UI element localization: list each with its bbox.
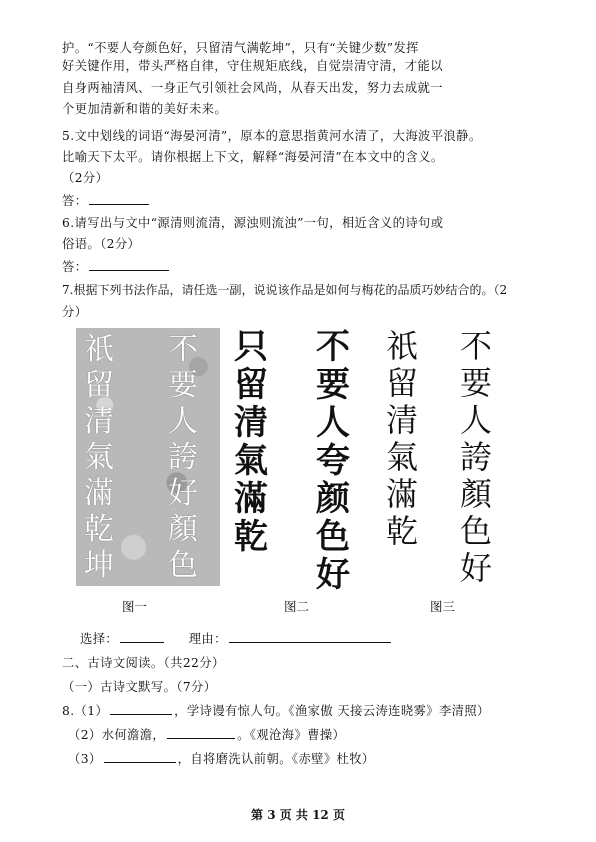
q6-answer-blank[interactable] bbox=[89, 258, 169, 271]
intro-line-4: 个更加清新和谐的美好未来。 bbox=[62, 102, 228, 116]
page-number: 第 3 页 共 12 页 bbox=[251, 808, 345, 822]
q5-answer-label: 答： bbox=[62, 194, 88, 208]
q7-line-2: 分） bbox=[62, 305, 88, 319]
select-blank[interactable] bbox=[120, 630, 164, 643]
intro-line-3: 自身两袖清风、一身正气引领社会风尚，从春天出发，努力去成就一 bbox=[62, 81, 443, 95]
section-2-sub-1: （一）古诗文默写。（7分） bbox=[62, 680, 217, 694]
q7-line-1: 7.根据下列书法作品，请任选一副，说说该作品是如何与梅花的品质巧妙结合的。（2 bbox=[62, 283, 508, 297]
intro-line-1: 护。“不要人夸颜色好，只留清气满乾坤”，只有“关键少数”发挥 bbox=[62, 41, 419, 55]
q5-answer-blank[interactable] bbox=[89, 192, 149, 205]
q8-item-3-blank[interactable] bbox=[104, 750, 176, 763]
q8-item-2: （2）水何澹澹， 。《观沧海》曹操） bbox=[68, 728, 346, 742]
section-2-title: 二、古诗文阅读。（共22分） bbox=[62, 656, 225, 670]
fig2-column-left: 只 留 清 氣 滿 乾 bbox=[234, 327, 268, 557]
reason-blank[interactable] bbox=[229, 630, 391, 643]
caption-figure-1: 图一 bbox=[122, 599, 148, 614]
calligraphy-figure-2 bbox=[228, 327, 374, 595]
caption-figure-2: 图二 bbox=[284, 599, 310, 614]
choice-row bbox=[80, 630, 393, 647]
fig3-column-left: 祇 留 清 氣 滿 乾 bbox=[386, 327, 419, 550]
q5-line-1: 5.文中划线的词语“海晏河清”，原本的意思指黄河水清了，大海波平浪静。 bbox=[62, 129, 482, 143]
reason-label: 理由： bbox=[188, 632, 227, 646]
caption-figure-3: 图三 bbox=[430, 599, 456, 614]
select-label: 选择： bbox=[80, 632, 119, 646]
q6-answer bbox=[62, 258, 171, 275]
q8-item-1: 8.（1） ，学诗谩有惊人句。《渔家傲 天接云涛连晓雾》李清照） bbox=[62, 704, 490, 718]
q5-line-2: 比喻天下太平。请你根据上下文，解释“海晏河清”在本文中的含义。 bbox=[62, 150, 444, 164]
calligraphy-figure-1 bbox=[76, 328, 220, 586]
q5-score: （2分） bbox=[62, 171, 109, 185]
fig2-column-right: 不 要 人 夸 颜 色 好 bbox=[316, 327, 350, 595]
q8-item-3: （3） ，自将磨洗认前朝。《赤壁》杜牧） bbox=[68, 752, 375, 766]
q6-line-1: 6.请写出与文中“源清则流清，源浊则流浊”一句，相近含义的诗句或 bbox=[62, 216, 444, 230]
q8-item-1-blank[interactable] bbox=[110, 702, 172, 715]
intro-line-2: 好关键作用，带头严格自律，守住规矩底线，自觉崇清守清，才能以 bbox=[62, 59, 443, 73]
calligraphy-figure-3 bbox=[382, 328, 522, 586]
q5-answer bbox=[62, 192, 151, 209]
q6-answer-label: 答： bbox=[62, 260, 88, 274]
fig1-column-right: 不 要 人 誇 好 顏 色 bbox=[168, 332, 198, 583]
q6-line-2: 俗语。（2分） bbox=[62, 237, 141, 251]
fig3-column-right: 不 要 人 誇 顏 色 好 bbox=[460, 327, 493, 587]
q8-item-2-blank[interactable] bbox=[167, 726, 235, 739]
fig1-column-left: 祇 留 清 氣 滿 乾 坤 bbox=[84, 332, 114, 583]
